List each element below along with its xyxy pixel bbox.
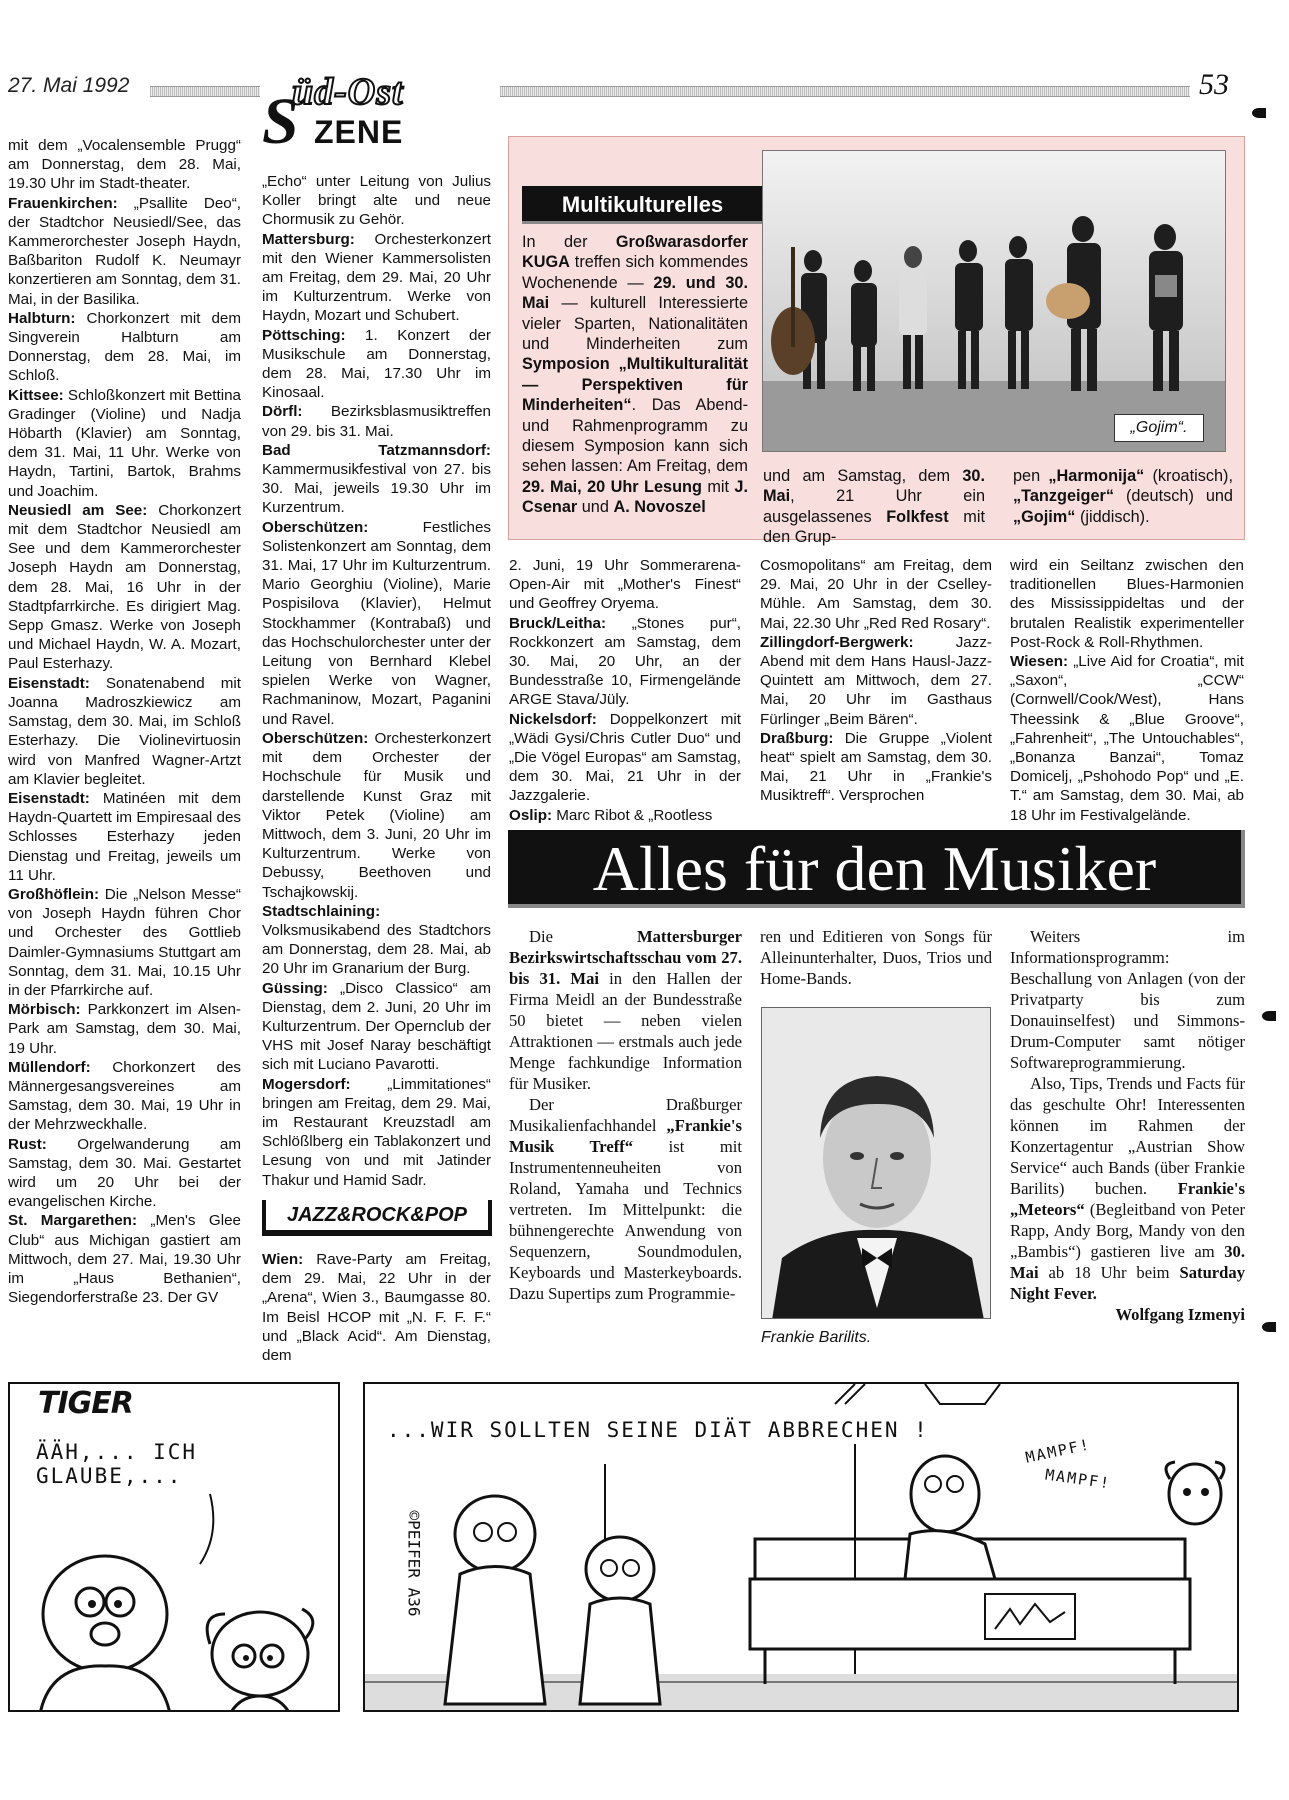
frankie-photo-caption: Frankie Barilits.	[761, 1329, 872, 1346]
col2-para: Dörfl: Bezirksblasmusiktreffen von 29. bis 31. Mai.	[262, 403, 491, 440]
sound-effect-1: MAMPF!	[1023, 1435, 1093, 1467]
multikulturelles-title: Multikulturelles	[522, 186, 766, 224]
frankie-barilits-photo	[761, 1007, 991, 1319]
col1-para: Neusiedl am See: Chorkonzert mit dem Stadtchor Neusiedl am See und dem Kammerorchester Joseph Haydn am Donnerstag, dem 28. Mai, 16 Uhr in der Stadtpfarrkirche. Es dirigiert Mag. Sepp Gmasz. Werke von Joseph und Michael Haydn, W. A. Mozart, Paul Esterhazy.	[8, 501, 241, 673]
section-logo	[262, 70, 494, 158]
musiker-col2	[760, 926, 992, 1006]
binding-mark	[1262, 1011, 1276, 1021]
header-rule-left	[150, 86, 260, 97]
comic-title: TIGER	[38, 1386, 133, 1421]
multikulturelles-text: In der Großwarasdorfer KUGA treffen sich kommendes Wochenende — 29. und 30. Mai — kulturell Interessierte vieler Sparten, Nationalitäten und Minderheiten zum Symposion „Multikulturalität — Perspektiven für Minderheiten“. Das Abend- und Rahmenprogramm zu diesem Symposion kann sich sehen lassen: Am Freitag, dem 29. Mai, 20 Uhr Lesung mit J. Csenar und A. Novoszel	[522, 233, 749, 517]
jazz-rock-pop-heading	[262, 1200, 492, 1236]
col2-para: Wien: Rave-Party am Freitag, dem 29. Mai, 22 Uhr in der „Arena“, Wien 3., Baumgasse 80. Im Beisl HCOP mit „N. F. F. F.“ und „Black Acid“. Am Dienstag, dem	[262, 1251, 491, 1365]
jazz-underline	[266, 1230, 488, 1236]
multikulturelles-text-right: pen „Harmonija“ (kroatisch), „Tanzgeiger“ (deutsch) und „Gojim“ (jiddisch).	[1013, 467, 1233, 526]
musiker-para: Weiters im Informationsprogramm: Beschallung von Anlagen (von der Privatparty bis zum Donauinselfest) und Simmons-Drum-Computer samt nötiger Softwareprogrammierung.	[1010, 927, 1245, 1072]
col2-para: Güssing: „Disco Classico“ am Dienstag, dem 2. Juni, 20 Uhr im Kulturzentrum. Der Opernclub der VHS mit Josef Naray beschäftigt sich mit Luciano Pavarotti.	[262, 979, 491, 1074]
col5-para: Wiesen: „Live Aid for Croatia“, mit „Saxon“, „CCW“ (Cornwell/Cook/West), Hans Theessink & „Blue Groove“, „Fahrenheit“, „The Untouchables“, „Bonanza Banzai“, Tomaz Domicelj, „Pshohodo Pop“ und „E. T.“ am Samstag, dem 30. Mai, ab 18 Uhr im Festivalgelände.	[1010, 653, 1244, 824]
column-3	[509, 556, 741, 824]
binding-mark	[1252, 108, 1266, 118]
col3-para: 2. Juni, 19 Uhr Sommerarena-Open-Air mit „Mother's Finest“ und Geoffrey Oryema.	[509, 557, 741, 613]
column-1	[8, 136, 241, 1330]
col1-para: Müllendorf: Chorkonzert des Männergesangsvereines am Samstag, dem 30. Mai, 19 Uhr in der Mehrzweckhalle.	[8, 1058, 241, 1134]
col2-para: Mattersburg: Orchesterkonzert mit den Wiener Kammersolisten am Freitag, dem 29. Mai, 20 Uhr im Kulturzentrum. Werke von Haydn, Mozart und Schubert.	[262, 230, 491, 325]
col1-para: Kittsee: Schloßkonzert mit Bettina Gradinger (Violine) und Nadja Höbarth (Klavier) am Sonntag, dem 31. Mai, 11 Uhr. Werke von Haydn, Tartini, Bartok, Brahms und Joachim.	[8, 386, 241, 500]
musiker-para: Die Mattersburger Bezirkswirtschaftsschau vom 27. bis 31. Mai in den Hallen der Firma Meidl an der Bundesstraße 50 bietet — neben vielen Attraktionen — erstmals auch jede Menge fachkundige Information für Musiker.	[509, 927, 742, 1093]
col1-para: Halbturn: Chorkonzert mit dem Singverein Halbturn am Donnerstag, dem 28. Mai, im Schloß.	[8, 309, 241, 385]
comic-panel-1	[8, 1382, 340, 1712]
col3-para: Bruck/Leitha: „Stones pur“, Rockkonzert am Samstag, dem 30. Mai, 20 Uhr, an der Bundesstraße 10, Firmengelände ARGE Stava/Jüly.	[509, 614, 741, 709]
col4-para: Cosmopolitans“ am Freitag, dem 29. Mai, 20 Uhr in der Cselley-Mühle. Am Samstag, dem 30. Mai, 22.30 Uhr „Red Red Rosary“.	[760, 557, 992, 632]
musiker-para: ren und Editieren von Songs für Alleinunterhalter, Duos, Trios und Home-Bands.	[760, 927, 992, 988]
musiker-col3	[1010, 926, 1245, 1346]
col2-para: Oberschützen: Orchesterkonzert mit dem Orchester der Hochschule für Musik und darstellende Kunst Graz mit Viktor Petek (Violine) am Mittwoch, dem 3. Juni, 20 Uhr im Kulturzentrum. Werke von Debussy, Beethoven und Tschajkowskij.	[262, 729, 491, 901]
col3-para: Oslip: Marc Ribot & „Rootless	[509, 806, 713, 824]
author-byline: Wolfgang Izmenyi	[1115, 1305, 1245, 1324]
col2-para: Stadtschlaining: Volksmusikabend des Stadtchors am Donnerstag, dem 28. Mai, ab 20 Uhr im Granarium der Burg.	[262, 902, 491, 978]
col1-para: Eisenstadt: Matinéen mit dem Haydn-Quartett im Empiresaal des Schlosses Esterhazy jeden Dienstag und Freitag, jeweils um 11 Uhr.	[8, 789, 241, 884]
col1-para: Eisenstadt: Sonatenabend mit Joanna Madroszkiewicz am Samstag, dem 30. Mai, im Schloß Esterhazy. Die Violinevirtuosin wird von Manfred Wagner-Artzt am Klavier begleitet.	[8, 674, 241, 788]
col2-para: „Echo“ unter Leitung von Julius Koller bringt alte und neue Chormusik zu Gehör.	[262, 173, 491, 229]
logo-line2: ZENE	[314, 114, 404, 150]
gojim-photo-caption: „Gojim“.	[1114, 414, 1204, 442]
binding-mark	[1262, 1322, 1276, 1332]
logo-letter: S	[262, 85, 299, 158]
comic-credit: ©PEIFER A36	[404, 1510, 424, 1617]
column-4	[760, 556, 992, 818]
col2-para: Bad Tatzmannsdorf: Kammermusikfestival von 27. bis 30. Mai, jeweils 19.30 Uhr im Kurzentrum.	[262, 441, 491, 517]
column-2	[262, 172, 491, 1196]
col2-para: Mogersdorf: „Limmitationes“ bringen am Freitag, dem 29. Mai, im Restaurant Kreuzstadl am Schlößlberg ein Tablakonzert und Lesung von und mit Jatinder Thakur und Hamid Sadr.	[262, 1075, 491, 1189]
logo-line1: üd-Ost	[292, 71, 404, 113]
col1-para: Großhöflein: Die „Nelson Messe“ von Joseph Haydn führen Chor und Orchester des Gottlieb Daimler-Gymnasiums Stuttgart am Sonntag, dem 31. Mai, 10.15 Uhr in der Pfarrkirche auf.	[8, 885, 241, 999]
col1-para: Frauenkirchen: „Psallite Deo“, der Stadtchor Neusiedl/See, das Kammerorchester Joseph Haydn, Baßbariton Rudolf K. Neumayr konzertieren am Sonntag, dem 31. Mai, in der Basilika.	[8, 194, 242, 308]
col2-para: Oberschützen: Festliches Solistenkonzert am Sonntag, dem 31. Mai, 17 Uhr im Kulturzentrum. Mario Georghiu (Violine), Marie Pospisilova (Klavier), Helmut Stockhammer (Kontrabaß) und das Hochschulorchester unter der Leitung von Bernhard Klebel spielen Werke von Wagner, Rachmaninow, Mozart, Paganini und Ravel.	[262, 518, 491, 728]
col1-para: St. Margarethen: „Men's Glee Club“ aus Michigan gastiert am Mittwoch, dem 27. Mai, 19.30 Uhr im „Haus Bethanien“, Siegendorferstraße 23. Der GV	[8, 1212, 241, 1307]
col4-para: Draßburg: Die Gruppe „Violent heat“ spielt am Samstag, dem 30. Mai, 21 Uhr in „Frankie's Musiktreff“. Versprochen	[760, 729, 992, 805]
comic-hospital-scene	[365, 1384, 1239, 1712]
band-illustration	[763, 151, 1226, 452]
comic-scientists-1	[10, 1474, 340, 1712]
portrait-illustration	[762, 1008, 991, 1319]
sound-effect-2: MAMPF!	[1044, 1465, 1113, 1493]
col1-para: Mörbisch: Parkkonzert im Alsen-Park am Samstag, dem 30. Mai, 19 Uhr.	[8, 1001, 241, 1057]
header-rule-right	[500, 86, 1190, 97]
multikulturelles-text-middle: und am Samstag, dem 30. Mai, 21 Uhr ein ausgelassenes Folkfest mit den Grup-	[763, 467, 985, 547]
col3-para: Nickelsdorf: Doppelkonzert mit „Wädi Gysi/Chris Cutler Duo“ und „Die Vögel Europas“ am Samstag, dem 30. Mai, 21 Uhr in der Jazzgalerie.	[509, 710, 741, 805]
speech-bubble-1: ÄÄH,... ICH GLAUBE,...	[36, 1440, 198, 1488]
musiker-headline: Alles für den Musiker	[508, 830, 1245, 908]
gojim-band-photo	[762, 150, 1226, 452]
musiker-para: Also, Tips, Trends und Facts für das geschulte Ohr! Interessenten können im Rahmen der Konzertagentur „Austrian Show Service“ auch Bands (über Frankie Barilits) buchen. Frankie's „Meteors“ (Begleitband von Peter Rapp, Andy Borg, Mandy von den „Bambis“) gastieren live am 30. Mai ab 18 Uhr beim Saturday Night Fever. Wolfgang Izmenyi	[1010, 1074, 1245, 1324]
issue-date: 27. Mai 1992	[8, 74, 130, 97]
jazz-rock-pop-title: JAZZ&ROCK&POP	[286, 1204, 467, 1226]
col5-para: wird ein Seiltanz zwischen den traditionellen Blues-Harmonien des Mississippideltas und der brutalen Realistik experimenteller Post-Rock & Roll-Rhythmen.	[1010, 557, 1244, 651]
speech-bubble-2: ...WIR SOLLTEN SEINE DIÄT ABBRECHEN !	[387, 1418, 929, 1442]
musiker-col1	[509, 926, 742, 1346]
col2-para: Pöttsching: 1. Konzert der Musikschule am Donnerstag, dem 28. Mai, 17.30 Uhr im Kinosaal.	[262, 326, 491, 402]
col1-para: Rust: Orgelwanderung am Samstag, dem 30. Mai. Gestartet wird um 20 Uhr bei der evangelischen Kirche.	[8, 1135, 241, 1211]
page-number: 53	[1199, 68, 1229, 101]
column-2-bottom	[262, 1250, 491, 1365]
comic-panel-2	[363, 1382, 1239, 1712]
col4-para: Zillingdorf-Bergwerk: Jazz-Abend mit dem Hans Hausl-Jazz-Quintett am Mittwoch, dem 27. Mai, 20 Uhr im Gasthaus Fürlinger „Beim Bären“.	[760, 633, 992, 728]
col1-para: mit dem „Vocalensemble Prugg“ am Donnerstag, dem 28. Mai, 19.30 Uhr im Stadt-theater.	[8, 137, 241, 193]
musiker-para: Der Draßburger Musikalienfachhandel „Frankie's Musik Treff“ ist mit Instrumentenneuheiten von Roland, Yamaha und Technics vertreten. Im Mittelpunkt: die bühnengerechte Anwendung von Sequenzern, Soundmodulen, Keyboards und Masterkeyboards. Dazu Supertips zum Programmie-	[509, 1095, 742, 1303]
column-5	[1010, 556, 1244, 824]
